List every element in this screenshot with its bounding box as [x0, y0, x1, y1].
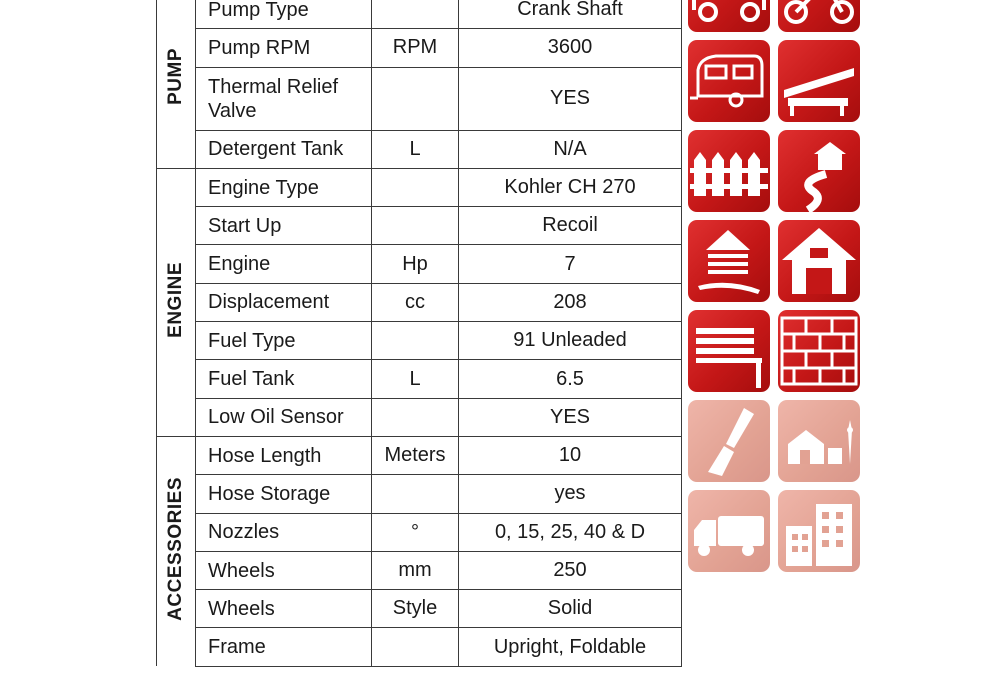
spec-value: 0, 15, 25, 40 & D	[459, 513, 682, 551]
building-icon	[778, 490, 860, 572]
spec-value: Solid	[459, 590, 682, 628]
spec-value: 208	[459, 283, 682, 321]
spec-unit	[372, 398, 459, 436]
spec-value: YES	[459, 67, 682, 130]
section-label-pump	[157, 0, 196, 168]
spec-unit	[372, 207, 459, 245]
spec-label: Thermal Relief Valve	[196, 67, 372, 130]
spec-unit: mm	[372, 551, 459, 589]
spec-label: Pump Type	[196, 0, 372, 29]
spec-row	[157, 475, 682, 513]
spec-label: Wheels	[196, 590, 372, 628]
spec-value: 250	[459, 551, 682, 589]
section-label-text: PUMP	[165, 47, 186, 105]
spec-label: Frame	[196, 628, 372, 666]
spec-unit: °	[372, 513, 459, 551]
spec-value: 6.5	[459, 360, 682, 398]
spec-row	[157, 130, 682, 168]
fence-icon	[688, 130, 770, 212]
gutter-icon	[688, 310, 770, 392]
spec-label: Nozzles	[196, 513, 372, 551]
spec-label: Engine	[196, 245, 372, 283]
spec-label: Start Up	[196, 207, 372, 245]
spec-row	[157, 207, 682, 245]
spec-row	[157, 0, 682, 29]
driveway-icon	[778, 130, 860, 212]
spec-unit: Meters	[372, 436, 459, 474]
motorbike-icon	[778, 0, 860, 32]
spec-unit	[372, 322, 459, 360]
spec-unit	[372, 475, 459, 513]
spec-label: Hose Length	[196, 436, 372, 474]
spec-unit: Style	[372, 590, 459, 628]
car-icon	[688, 0, 770, 32]
spec-unit	[372, 628, 459, 666]
spec-label: Fuel Type	[196, 322, 372, 360]
paint-brush-icon	[688, 400, 770, 482]
spec-row	[157, 551, 682, 589]
spec-label: Fuel Tank	[196, 360, 372, 398]
spec-row	[157, 283, 682, 321]
spec-unit: RPM	[372, 29, 459, 67]
farm-icon	[778, 400, 860, 482]
deck-icon	[778, 40, 860, 122]
spec-row	[157, 168, 682, 206]
spec-value: Crank Shaft	[459, 0, 682, 29]
spec-unit	[372, 0, 459, 29]
spec-unit: Hp	[372, 245, 459, 283]
section-label-accessories	[157, 436, 196, 666]
spec-label: Hose Storage	[196, 475, 372, 513]
spec-row	[157, 628, 682, 666]
brick-wall-icon	[778, 310, 860, 392]
spec-value: 7	[459, 245, 682, 283]
spec-label: Wheels	[196, 551, 372, 589]
spec-row	[157, 590, 682, 628]
spec-row	[157, 29, 682, 67]
section-label-text: ENGINE	[165, 261, 186, 338]
spec-row	[157, 513, 682, 551]
section-label-engine	[157, 168, 196, 436]
spec-unit: L	[372, 130, 459, 168]
spec-label: Low Oil Sensor	[196, 398, 372, 436]
spec-unit	[372, 67, 459, 130]
spec-value: Recoil	[459, 207, 682, 245]
spec-unit: cc	[372, 283, 459, 321]
pergola-icon	[688, 220, 770, 302]
spec-label: Detergent Tank	[196, 130, 372, 168]
caravan-icon	[688, 40, 770, 122]
spec-label: Pump RPM	[196, 29, 372, 67]
spec-value: 10	[459, 436, 682, 474]
spec-value: 91 Unleaded	[459, 322, 682, 360]
spec-table	[156, 0, 682, 667]
spec-value: N/A	[459, 130, 682, 168]
spec-row	[157, 322, 682, 360]
spec-value: Upright, Foldable	[459, 628, 682, 666]
garage-icon	[778, 220, 860, 302]
spec-value: yes	[459, 475, 682, 513]
section-label-text: ACCESSORIES	[165, 476, 186, 621]
spec-row	[157, 67, 682, 130]
spec-row	[157, 398, 682, 436]
spec-value: Kohler CH 270	[459, 168, 682, 206]
spec-row	[157, 245, 682, 283]
spec-row	[157, 436, 682, 474]
spec-unit	[372, 168, 459, 206]
spec-value: YES	[459, 398, 682, 436]
spec-label: Displacement	[196, 283, 372, 321]
spec-unit: L	[372, 360, 459, 398]
spec-row	[157, 360, 682, 398]
spec-value: 3600	[459, 29, 682, 67]
truck-icon	[688, 490, 770, 572]
spec-label: Engine Type	[196, 168, 372, 206]
